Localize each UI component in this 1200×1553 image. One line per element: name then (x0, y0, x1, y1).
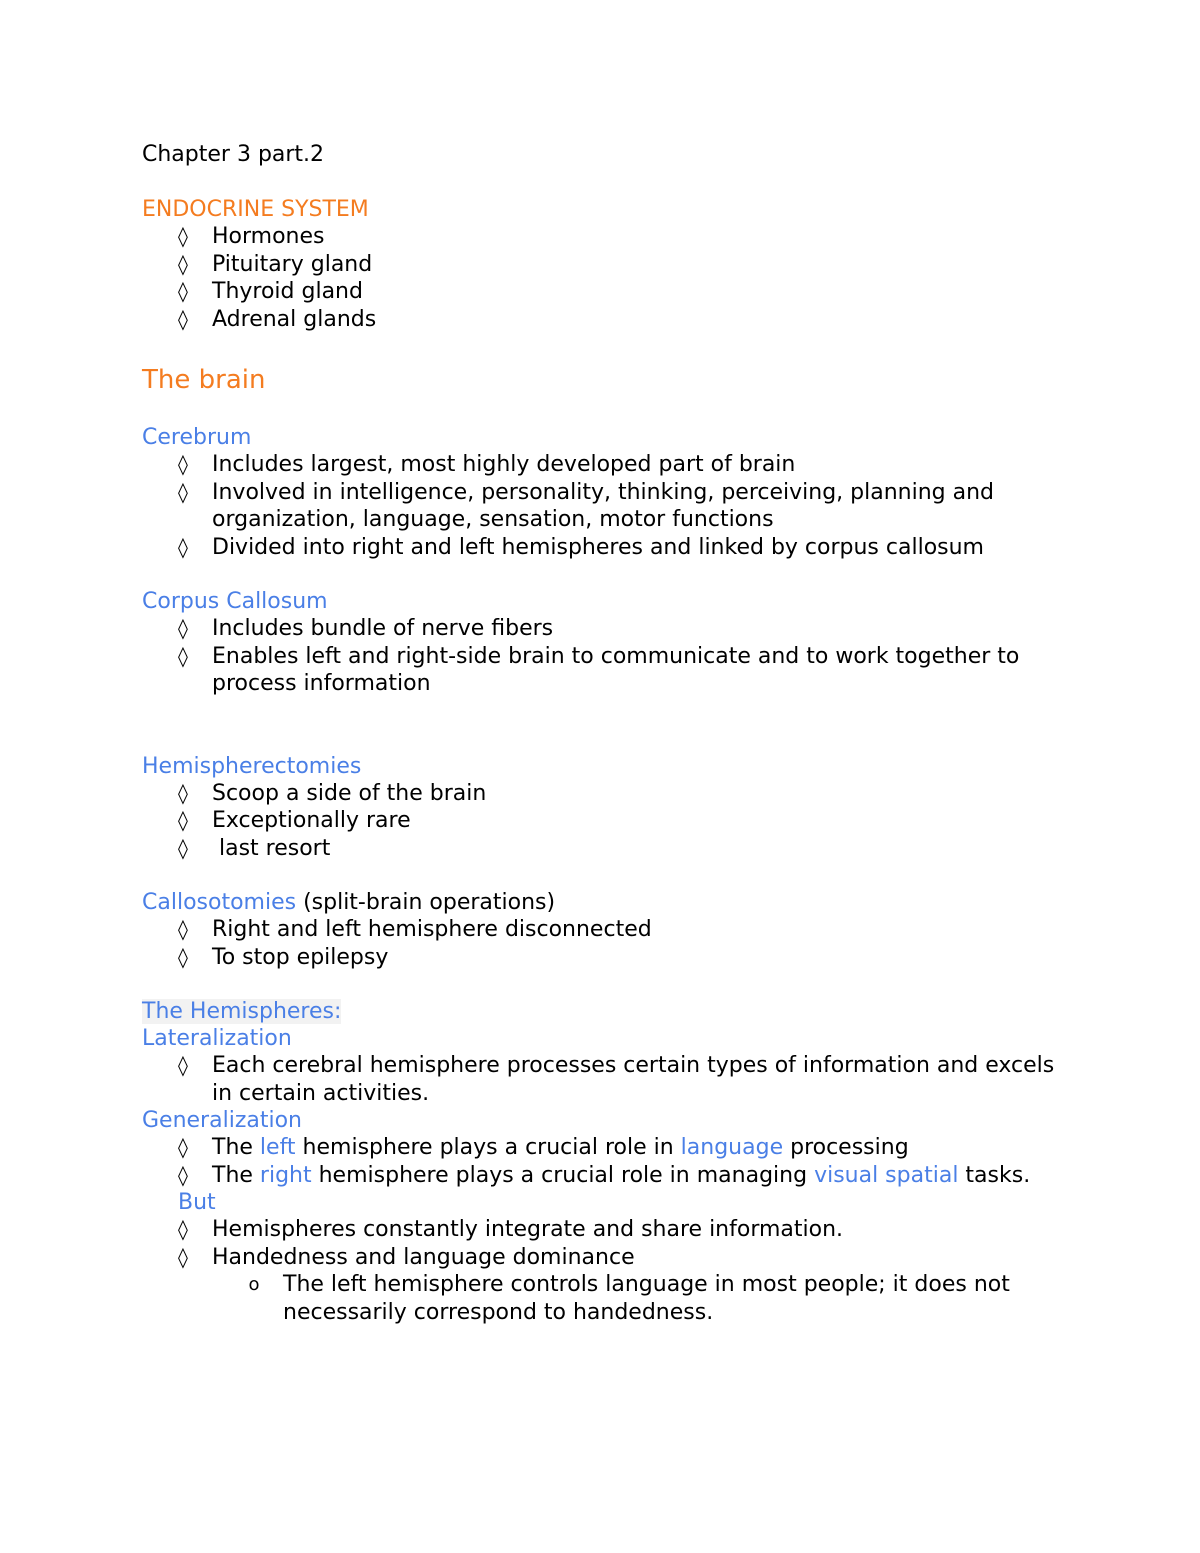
list-item: o The left hemisphere controls language in most people; it does not necessarily correspond to handedness. (142, 1271, 1062, 1326)
lateralization-heading: Lateralization (142, 1026, 292, 1051)
list-item: ◊ Each cerebral hemisphere processes certain types of information and excels in certain activities. (142, 1052, 1062, 1107)
diamond-bullet-icon: ◊ (178, 479, 188, 504)
diamond-bullet-icon: ◊ (178, 306, 188, 331)
hemispherectomies-list (142, 780, 1062, 863)
list-item: ◊ Involved in intelligence, personality, thinking, perceiving, planning and organization, language, sensation, motor functions (142, 479, 1062, 534)
diamond-bullet-icon: ◊ (178, 1135, 188, 1159)
list-item: ◊ Right and left hemisphere disconnected (142, 916, 1062, 944)
generalization-list (142, 1134, 1062, 1189)
diamond-bullet-icon: ◊ (178, 835, 188, 860)
corpus-callosum-list (142, 615, 1062, 698)
diamond-bullet-icon: ◊ (178, 917, 188, 941)
list-item: ◊ Hemispheres constantly integrate and share information. (142, 1216, 1062, 1244)
list-item: ◊ Divided into right and left hemispheres and linked by corpus callosum (142, 534, 1062, 562)
diamond-bullet-icon: ◊ (178, 279, 188, 303)
diamond-bullet-icon: ◊ (178, 780, 188, 805)
diamond-bullet-icon: ◊ (178, 808, 188, 832)
corpus-callosum-heading: Corpus Callosum (142, 589, 328, 614)
hemispheres-heading: The Hemispheres: (142, 999, 342, 1024)
list-item: ◊ Includes largest, most highly developed part of brain (142, 451, 1062, 479)
diamond-bullet-icon: ◊ (178, 1244, 188, 1269)
diamond-bullet-icon: ◊ (178, 224, 188, 248)
list-item: ◊ Exceptionally rare (142, 807, 1062, 835)
diamond-bullet-icon: ◊ (178, 944, 188, 969)
diamond-bullet-icon: ◊ (178, 1053, 188, 1077)
diamond-bullet-icon: ◊ (178, 616, 188, 640)
list-item: ◊ To stop epilepsy (142, 944, 1062, 972)
endocrine-heading: ENDOCRINE SYSTEM (142, 197, 369, 222)
endocrine-list (142, 223, 1062, 333)
generalization-heading: Generalization (142, 1108, 302, 1133)
but-label: But (178, 1190, 216, 1215)
callosotomies-heading: Callosotomies (split-brain operations) (142, 890, 556, 915)
diamond-bullet-icon: ◊ (178, 1217, 188, 1241)
list-item: ◊ Includes bundle of nerve fibers (142, 615, 1062, 643)
document-title: Chapter 3 part.2 (142, 142, 325, 167)
cerebrum-list (142, 451, 1062, 561)
list-item: ◊ Pituitary gland (142, 251, 1062, 279)
cerebrum-heading: Cerebrum (142, 425, 252, 450)
but-list (142, 1216, 1062, 1271)
diamond-bullet-icon: ◊ (178, 643, 188, 668)
diamond-bullet-icon: ◊ (178, 1162, 188, 1187)
document-body (142, 140, 1062, 1326)
but-sub-list (142, 1271, 1062, 1326)
callosotomies-list (142, 916, 1062, 971)
brain-heading: The brain (142, 365, 266, 395)
circle-bullet-icon: o (248, 1274, 260, 1295)
list-item: ◊ Adrenal glands (142, 306, 1062, 334)
list-item: ◊ Enables left and right-side brain to communicate and to work together to process information (142, 643, 1062, 698)
diamond-bullet-icon: ◊ (178, 251, 188, 276)
list-item: ◊ The left hemisphere plays a crucial role in language processing (142, 1134, 1062, 1162)
list-item: ◊ Handedness and language dominance (142, 1244, 1062, 1272)
list-item: ◊ Scoop a side of the brain (142, 780, 1062, 808)
diamond-bullet-icon: ◊ (178, 534, 188, 559)
list-item: ◊ Thyroid gland (142, 278, 1062, 306)
list-item: ◊ The right hemisphere plays a crucial role in managing visual spatial tasks. (142, 1162, 1062, 1190)
list-item: ◊ last resort (142, 835, 1062, 863)
list-item: ◊ Hormones (142, 223, 1062, 251)
lateralization-list (142, 1052, 1062, 1107)
diamond-bullet-icon: ◊ (178, 452, 188, 476)
hemispherectomies-heading: Hemispherectomies (142, 753, 362, 779)
